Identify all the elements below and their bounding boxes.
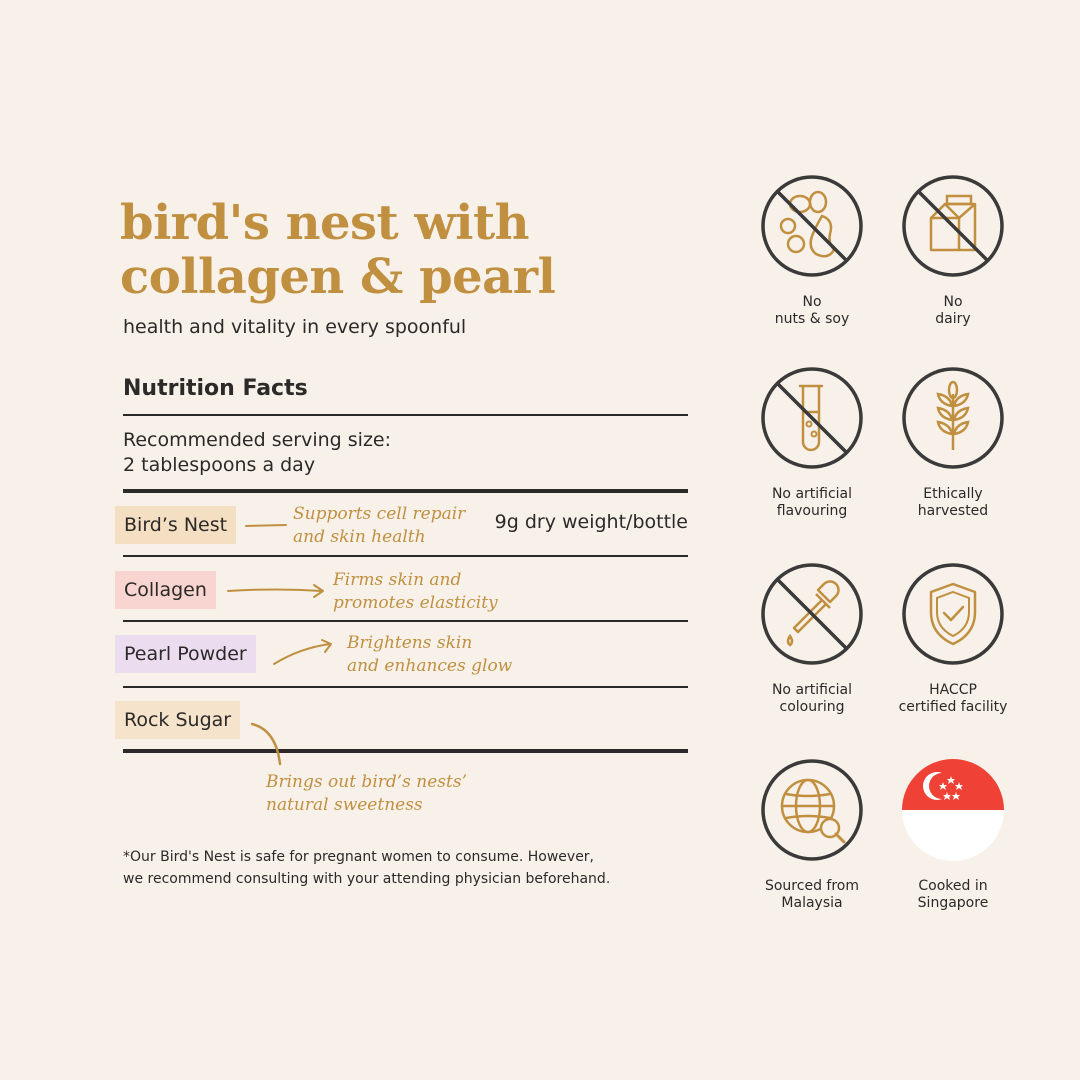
badge-label: HACCP certified facility bbox=[898, 682, 1008, 715]
ingredient-birds-nest: Bird’s Nest bbox=[115, 506, 236, 544]
wheat-icon bbox=[901, 366, 1005, 470]
connector-line bbox=[244, 518, 288, 532]
badge-no-dairy bbox=[883, 174, 1023, 328]
badge-label: No dairy bbox=[935, 294, 971, 327]
arrow-right-icon bbox=[226, 582, 326, 600]
badge-label: No artificial flavouring bbox=[771, 486, 853, 519]
connector-line bbox=[250, 722, 290, 768]
ingredient-pearl-powder: Pearl Powder bbox=[115, 635, 256, 673]
birds-nest-amount: 9g dry weight/bottle bbox=[494, 511, 688, 533]
serving-size bbox=[123, 428, 391, 478]
serving-size-label: Recommended serving size: bbox=[123, 429, 392, 451]
product-subtitle: health and vitality in every spoonful bbox=[123, 316, 467, 338]
divider-thick bbox=[123, 489, 688, 493]
ingredient-rock-sugar: Rock Sugar bbox=[115, 701, 240, 739]
no-nuts-soy-icon bbox=[760, 174, 864, 278]
badge-label: Sourced from Malaysia bbox=[764, 878, 859, 911]
badge-haccp-certified bbox=[883, 562, 1023, 716]
badge-no-artificial-colouring bbox=[742, 562, 882, 716]
disclaimer: *Our Bird's Nest is safe for pregnant women to consume. However, we recommend consulting with your attending physician beforehand. bbox=[123, 849, 611, 887]
title-line-2: collagen & pearl bbox=[120, 249, 556, 305]
no-dairy-icon bbox=[901, 174, 1005, 278]
badge-sourced-from-malaysia bbox=[742, 758, 882, 912]
divider-thick bbox=[123, 749, 688, 753]
divider bbox=[123, 686, 688, 688]
singapore-flag-icon bbox=[901, 758, 1005, 862]
title-line-1: bird's nest with bbox=[120, 195, 530, 251]
badge-label: Cooked in Singapore bbox=[917, 878, 989, 911]
badge-cooked-in-singapore bbox=[883, 758, 1023, 912]
globe-search-icon bbox=[760, 758, 864, 862]
badge-label: No artificial colouring bbox=[771, 682, 853, 715]
collagen-benefit: Firms skin and promotes elasticity bbox=[333, 570, 498, 613]
badge-no-nuts-soy bbox=[742, 174, 882, 328]
badge-label: No nuts & soy bbox=[774, 294, 850, 327]
arrow-curved-icon bbox=[270, 638, 336, 668]
nutrition-facts-heading: Nutrition Facts bbox=[123, 376, 308, 401]
divider bbox=[123, 414, 688, 416]
no-artificial-flavouring-icon bbox=[760, 366, 864, 470]
shield-check-icon bbox=[901, 562, 1005, 666]
no-artificial-colouring-icon bbox=[760, 562, 864, 666]
rock-sugar-benefit: Brings out bird’s nests’ natural sweetness bbox=[266, 772, 467, 815]
divider bbox=[123, 620, 688, 622]
product-title bbox=[120, 196, 555, 304]
birds-nest-benefit: Supports cell repair and skin health bbox=[293, 504, 466, 547]
badge-no-artificial-flavouring bbox=[742, 366, 882, 520]
badge-ethically-harvested bbox=[883, 366, 1023, 520]
divider bbox=[123, 555, 688, 557]
ingredient-collagen: Collagen bbox=[115, 571, 216, 609]
serving-size-value: 2 tablespoons a day bbox=[123, 454, 316, 476]
badge-label: Ethically harvested bbox=[917, 486, 989, 519]
pearl-powder-benefit: Brightens skin and enhances glow bbox=[347, 633, 513, 676]
